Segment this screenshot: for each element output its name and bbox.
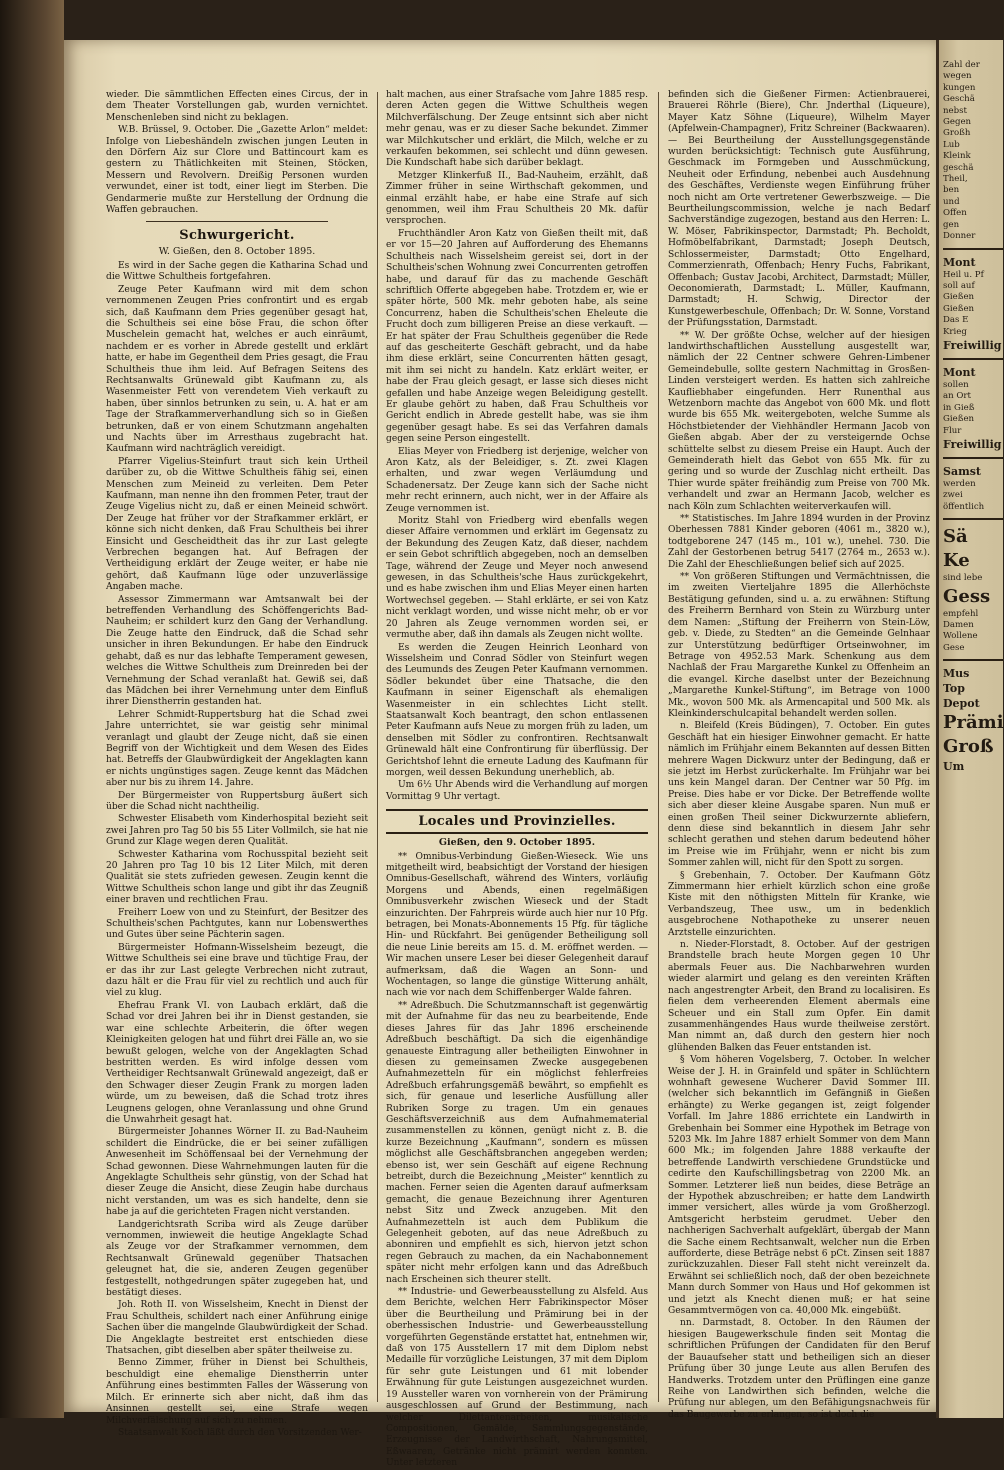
paragraph: n. Bleifeld (Kreis Büdingen), 7. October. Ein gutes Geschäft hat ein hiesiger Einwohner gemacht. Er hatte nämlich im Frühjahr einem Bekannten auf dessen Bitten mehrere Wagen Dickwurz unter der Bedingung, daß er sie jetzt im Herbst zurückerhalte. Im Frühjahr war bei uns kein Mangel daran. Der Centner war 50 Pfg. im Preise. Dies habe er vor Dicke. Der Betreffende wollte sich aber dieser kleine Ausgabe sparen. Nun muß er einen großen Theil seiner Dickwurzernte abliefern, denn diese sind bekanntlich in diesem Jahr sehr schlecht gerathen und stehen darum bedeutend höher im Preise wie im Frühjahr, wenn er nicht bis zum Sommer zahlen will, nicht für den Spott zu sorgen. — [668, 721, 930, 869]
fragment-heading: Mont — [943, 365, 976, 379]
fragment-line: Gießen — [943, 292, 975, 303]
fragment-heading: Mus — [943, 667, 970, 681]
fragment-heading: Um — [943, 760, 965, 774]
paragraph: § Vom höheren Vogelsberg, 7. October. In welcher Weise der J. H. in Grainfeld und später in Schlüchtern wohnhaft gewesene Wucherer David Sommer III. (welcher sich bekanntlich im Gefängniß in Gießen erhängte) zu Werke gegangen ist, zeigt folgender Vorfall. Im Jahre 1886 errichtete ein Landwirth in Grebenhain bei Sommer eine Hypothek im Betrage von 5203 Mk. Im Jahre 1887 erhielt Sommer von dem Mann 600 Mk.; im folgenden Jahre 1888 verkaufte der betreffende Landwirth verschiedene Grundstücke und cedirte den Kaufschillingsbetrag von 2200 Mk. an Sommer. Letzterer ließ nun beides, diese Beträge an der Hypothek abzuschreiben; er hatte dem Landwirth immer versichert, alles würde ja vom Großherzogl. Amtsgericht herbsteim gerudmet. Ueber den nachherigen Sachverhalt aufgeklärt, übergab der Mann die Sache einem Rechtsanwalt, welcher nun die Erben aufforderte, diese Beträge nebst 6 pCt. Zinsen seit 1887 zurückzuzahlen. Dieser Fall steht nicht vereinzelt da. Erwähnt sei schließlich noch, daß der oben bezeichnete Mann durch Sommer von Haus und Hof gekommen ist und jetzt als Knecht dienen muß; er hat seine Gesammtvermögen von ca. 40,000 Mk. eingebüßt. — [668, 1055, 930, 1317]
paragraph: ** W. Der größte Ochse, welcher auf der hiesigen landwirthschaftlichen Ausstellung ausgestellt war, nämlich der 22 Centner schwere Gehren-Limbener Gemeindebulle, sollte gestern Nachmittag in Grosßen-Linden versteigert werden. Es hatten sich zahlreiche Kaufliebhaber eingefunden. Herr Runenthal aus Wetzenborn machte das Angebot von 600 Mk. und flott wurde bis 655 Mk. weitergeboten, welche Summe als Höchstbietender der Viehhändler Hermann Jacob von Gießen abgab. Aber der zu versteigernde Ochse schüttelte selbst zu diesem Preise ein Haupt. Auch der Gemeinderath hielt das Gebot von 655 Mk. für zu gering und so wurde der Zuschlag nicht ertheilt. Das Thier wurde später freihändig zum Preise von 700 Mk. verhandelt und zwar an Hermann Jacob, welcher es nach Köln zum Schlachten weiterverkaufen will. — [668, 330, 930, 512]
paragraph: ** Adreßbuch. Die Schutzmannschaft ist gegenwärtig mit der Aufnahme für das neu zu bearbeitende, Ende dieses Jahres für das Jahr 1896 erscheinende Adreßbuch beschäftigt. Da sich die eigenhändige genaueste Eintragung aller betheiligten Einwohner in diesen zu gemeinsamen Zwecke ausgegebenen Aufnahmezetteln für ein möglichst fehlerfreies Adreßbuch erfahrungsgemäß bewährt, so empfiehlt es sich, für genaue und leserliche Ausfüllung aller Rubriken Sorge zu tragen. Um ein genaues Geschäftsverzeichniß aus dem Aufnahmematerial zusammenstellen zu können, genügt nicht z. B. die kurze Bezeichnung „Kaufmann“, sondern es müssen möglichst alle Geschäftsbranchen angegeben werden; ebenso ist, wer sein Geschäft auf eigene Rechnung betreibt, durch die Bezeichnung „Meister“ kenntlich zu machen. Ferner seien die Agenten darauf aufmerksam gemacht, die genaue Bezeichnung ihrer Agenturen nebst Sitz und Zweck anzugeben. Mit den Aufnahmezetteln ist auch dem Publikum die Gelegenheit geboten, auf das neue Adreßbuch zu abonniren und empfiehlt es sich, hiervon jetzt schon regen Gebrauch zu machen, da ein Nachabonnement später nicht mehr erfolgen kann und das Adreßbuch nach Erscheinen sich theurer stellt. — [386, 1000, 648, 1285]
fragment-line: und — [943, 196, 960, 207]
fragment-heading: Top — [943, 682, 965, 696]
fragment-heading: Depot — [943, 697, 980, 711]
fragment-line: ben — [943, 185, 960, 196]
fragment-display-text: Prämi — [943, 712, 1004, 734]
fragment-rule — [943, 358, 1003, 360]
fragment-line: Gese — [943, 642, 965, 653]
fragment-heading: Samst — [943, 464, 981, 478]
section-divider — [146, 221, 328, 222]
paragraph: befinden sich die Gießener Firmen: Actienbrauerei, Brauerei Röhrle (Biere), Chr. Jnderthal (Liqueure), Mayer Katz Söhne (Liqueure), Wilhelm Mayer (Apfelwein-Champagner), Fritz Schreiner (Backwaaren). — Bei Beurtheilung der Ausstellungsgegenstände wurden berücksichtigt: Technisch gute Ausführung, Geschmack im Formgeben und Ausschmückung, Neuheit oder Erfindung, nebenbei auch Ausdehnung des Geschäftes, Verdienste wegen Einführung früher noch nicht am Orte vertretener Gewerbszweige. — Die Beurtheilungscommission, welche je nach Bedarf Sachverständige zugezogen, bestand aus den Herren: L. W. Möser, Fabrikinspector, Darmstadt; Ph. Becholdt, Hofmöbelfabrikant, Darmstadt; Joseph Deutsch, Schlossermeister, Darmstadt; Otto Engelhard, Commerzienrath, Offenbach; Henry Fuchs, Fabrikant, Offenbach; Gustav Jacobi, Architect, Darmstadt; Müller, Oeconomierath, Darmstadt; L. Müller, Kaufmann, Darmstadt; H. Schwig, Director der Kunstgewerbeschule, Offenbach; Dr. W. Sonne, Vorstand der Prüfungsstation, Darmstadt. — [668, 90, 930, 329]
paragraph: Assessor Zimmermann war Amtsanwalt bei der betreffenden Verhandlung des Schöffengerichts Bad-Nauheim; er schildert kurz den Gang der Verhandlung. Die Zeuge hatte den Eindruck, daß die Schad sehr unsicher in ihren Bekundungen. Er habe den Eindruck gehabt, daß es nur das lebhafte Temperament gewesen, welches die Wittwe Schultheis zum Dreinreden bei der Vernehmung der Schad veranlaßt hat. Gewiß sei, daß das Mädchen bei ihrer Vernehmung unter dem Einfluß ihrer Dienstherrin gestanden hat. — [106, 594, 368, 708]
fragment-line: Flur — [943, 425, 962, 436]
column-rule — [658, 92, 659, 1402]
paragraph: W.B. Brüssel, 9. October. Die „Gazette Arlon“ meldet: Infolge von Liebeshändeln zwischen jungen Leuten in den Dörfern Aiz sur Clore und Battincourt kam es gestern zu Thätlichkeiten mit Steinen, Stöcken, Messern und Revolvern. Dreißig Personen wurden verwundet, einer ist todt, einer liegt im Sterben. Die Gendarmerie mußte zur Herstellung der Ordnung die Waffen gebrauchen. — [106, 125, 368, 216]
adjacent-page-fragment — [936, 40, 1003, 1418]
paragraph: Fruchthändler Aron Katz von Gießen theilt mit, daß er vor 15—20 Jahren auf Aufforderung des Ehemanns Schultheis nach Wisselsheim gereist sei, dort in der Schultheis'schen Wohnung zwei Concurrenten getroffen habe, und darauf für das zu machende Geschäft schriftlich Offerte abgegeben habe. Trotzdem er, wie er später hörte, 500 Mk. mehr geboten habe, als seine Concurrenz, haben die Schultheis'schen Eheleute die Frucht doch zum billigeren Preise an diese verkauft. — Er hat später der Frau Schultheis gegenüber die Rede auf das gescheiterte Geschäft gebracht, und da habe ihm diese erklärt, seine Concurrenten hätten gesagt, mit ihm sei nicht zu handeln. Katz erklärt weiter, er habe der Frau gleich gesagt, er lasse sich dieses nicht gefallen und habe Anzeige wegen Beleidigung gestellt. Er glaube gehört zu haben, daß Frau Schultheis vor Gericht endlich in Abrede gestellt habe, was sie ihm gegenüber gesagt habe. Es sei das Verfahren damals gegen seine Person eingestellt. — [386, 228, 648, 445]
newspaper-page — [64, 40, 936, 1469]
fragment-line: Geschä — [943, 94, 975, 105]
column-2 — [386, 90, 648, 1469]
dateline: W. Gießen, den 8. October 1895. — [158, 246, 316, 258]
section-heading-locales: Locales und Provinzielles. — [386, 809, 648, 834]
paragraph: n. Nieder-Florstadt, 8. October. Auf der gestrigen Brandstelle brach heute Morgen gegen 10 Uhr abermals Feuer aus. Die Nachbarwehren wurden wieder alarmirt und gelang es den vereinten Kräften nach angestrengter Arbeit, den Brand zu localisiren. Es fielen dem verheerenden Element abermals eine Scheuer und ein Stall zum Opfer. Ein damit zusammenhängendes Haus wurde theilweise zerstört. Man nimmt an, daß durch den gestern hier noch glühenden Balken das Feuer entstanden ist. — [668, 940, 930, 1053]
fragment-line: öffentlich — [943, 501, 985, 512]
fragment-line: geschä — [943, 162, 974, 173]
paragraph: § Grebenhain, 7. October. Der Kaufmann Götz Zimmermann hier erhielt kürzlich schon eine große Kiste mit den nöthigsten Mitteln für Kranke, wie Verbandszeug, Thee usw., um in bedenklich ausgebrochene Nothapotheke zu unserer neuen Arztstelle einzurichten. — [668, 870, 930, 938]
paragraph: nn. Darmstadt, 8. October. In den Räumen der hiesigen Baugewerkschule finden seit Montag die schriftlichen Prüfungen der Candidaten für den Beruf der Bauaufseher statt und betheiligen sich an dieser Prüfung über 30 junge Leute aus allen Berufen des Handwerks. Trotzdem unter den Prüflingen eine ganze Reihe von Landwirthen sich befinden, welche die Prüfung nur ablegen, um den Befähigungsnachweis für das Baugewerbe zu erlangen, so ist doch die — [668, 1318, 930, 1420]
paragraph: ** Industrie- und Gewerbeausstellung zu Alsfeld. Aus dem Berichte, welchen Herr Fabrikinspector Möser über die Beurtheilung und Prämirung bei in der oberhessischen Industrie- und Gewerbeausstellung vorgeführten Gegenstände erstattet hat, entnehmen wir, daß von 175 Ausstellern 17 mit dem Diplom nebst Medaille für vorzügliche Leistungen, 37 mit dem Diplom für sehr gute Leistungen und 61 mit lobender Erwähnung für gute Leistungen ausgezeichnet wurden. 19 Aussteller waren von vornherein von der Prämirung ausgeschlossen auf Grund der Bestimmung, nach welcher Dilettantenarbeiten, musikalische Compositionen, Gemälde, Sammlungsgegenstände, Erzeugnisse der Landwirthschaft, Nahrungsmittel, Eßwaaren, Getränke nicht prämirt werden konnten. Unter letzteren — [386, 1287, 648, 1469]
fragment-rule — [943, 518, 1003, 520]
paragraph: Moritz Stahl von Friedberg wird ebenfalls wegen dieser Affaire vernommen und erklärt im Gegensatz zu der Bekundung des Zeugen Katz, daß dieser, nachdem er sein Gebot schriftlich abgegeben, noch an demselben Tage, während der Zeuge und Meyer noch anwesend gewesen, in das Schultheis'sche Haus zurückgekehrt, und es habe zwischen ihm und Elias Meyer einen harten Wortwechsel gegeben. — Stahl erklärte, er sei von Katz nicht verklagt worden, und wisse nicht mehr, ob er vor 20 Jahren als Zeuge vernommen worden sei, er vermuthe aber, daß ihn damals als Zeugen nicht wollte. — [386, 516, 648, 641]
column-1 — [106, 90, 368, 1438]
fragment-rule — [943, 659, 1003, 661]
fragment-line: in Gieß — [943, 402, 975, 413]
dateline: Gießen, den 9. October 1895. — [438, 837, 596, 849]
fragment-line: Donner — [943, 231, 976, 242]
fragment-line: Heil u. Pf — [943, 269, 984, 280]
paragraph: Joh. Roth II. von Wisselsheim, Knecht in Dienst der Frau Schultheis, schildert nach einer Anführung einige Sachen über die mangelnde Glaubwürdigkeit der Schad. Die Angeklagte bestreitet erst entschieden diese Thatsachen, gibt dieselben aber später theilweise zu. — [106, 1300, 368, 1357]
paragraph: Metzger Klinkerfuß II., Bad-Nauheim, erzählt, daß Zimmer früher in seine Wirthschaft gekommen, und einmal erzählt habe, er habe eine Strafe auf sich genommen, weil ihm Frau Schultheis 20 Mk. dafür versprochen. — [386, 170, 648, 227]
fragment-line: Das E — [943, 315, 969, 326]
fragment-heading: Mont — [943, 255, 976, 269]
fragment-line: Gießen — [943, 414, 975, 425]
fragment-display-text: Ke — [943, 550, 970, 572]
fragment-line: sollen — [943, 379, 969, 390]
adjacent-page-text — [939, 40, 1003, 774]
fragment-line: an Ort — [943, 391, 971, 402]
paragraph: Freiherr Loew von und zu Steinfurt, der Besitzer des Schultheis'schen Pachtgutes, kann nur Lobenswerthes und Gutes über seine Pächterin sagen. — [106, 907, 368, 941]
book-spine — [0, 0, 64, 1418]
paragraph: Pfarrer Vigelius-Steinfurt traut sich kein Urtheil darüber zu, ob die Wittwe Schultheis fähig sei, einen Menschen zum Meineid zu verleiten. Dem Peter Kaufmann, man nenne ihn den frommen Peter, traut der Zeuge Vigelius nicht zu, daß er einen Meineid schwört. Der Zeuge hat früher vor der Strafkammer erklärt, er könne sich nicht denken, daß Frau Schultheis bei ihrer Einsicht und Gescheidtheit das ihr zur Last gelegte Verbrechen begangen hat. Auf Befragen der Vertheidigung erklärt der Zeuge weiter, er habe nie gehört, daß Kaufmann lüge oder unzuverlässige Angaben mache. — [106, 456, 368, 593]
fragment-line: zwei — [943, 490, 963, 501]
paragraph: Es werden die Zeugen Heinrich Leonhard von Wisselsheim und Conrad Södler von Steinfurt wegen des Leumunds des Zeugen Peter Kaufmann vernommen. Södler bekundet über eine Thatsache, die den Kaufmann in seiner Eigenschaft als ehemaligen Wasenmeister in ein schlechtes Licht stellt. Staatsanwalt Koch beantragt, den schon entlassenen Peter Kaufmann aufs Neue zu morgen früh zu laden, um denselben mit Södler zu confrontiren. Rechtsanwalt Grünewald hält eine Confrontirung für überflüssig. Der Gerichtshof lehnt die erneute Ladung des Kaufmann für morgen, weil dessen Bekundung unerheblich, ab. — [386, 642, 648, 778]
paragraph: ** Von größeren Stiftungen und Vermächtnissen, die im zweiten Vierteljahre 1895 die Allerhöchste Bestätigung gefunden, sind u. a. zu erwähnen: Stiftung des Freiherrn Bernhard von Stein zu Würzburg unter dem Namen: „Stiftung der Freiherrn von Stein-Löw, geb. v. Diede, zu Stedten“ an die Gemeinde Gelnhaar zur Unterstützung bedürftiger Ortseinwohner, im Betrage von 4952.53 Mark. Schenkung aus dem Nachlaß der Frau Margarethe Kunkel zu Offenheim an die evangel. Kirche daselbst unter der Bezeichnung „Margarethe Kunkel-Stiftung“, im Betrage von 1000 Mk., wovon 500 Mk. als Armencapital und 500 Mk. als Kleinkinderschulcapital behandelt werden sollen. — [668, 572, 930, 719]
fragment-line: gen — [943, 219, 960, 230]
fragment-line: Wollene — [943, 631, 978, 642]
fragment-line: Damen — [943, 620, 974, 630]
paragraph: Schwester Elisabeth vom Kinderhospital bezieht seit zwei Jahren pro Tag 50 bis 55 Liter Vollmilch, sie hat nie Grund zur Klage wegen deren Qualität. — [106, 814, 368, 848]
paragraph: ** Statistisches. Im Jahre 1894 wurden in der Provinz Oberhessen 7881 Kinder geboren (4061 m., 3820 w.), todtgeborene 247 (145 m., 101 w.), unehel. 730. Die Zahl der Gestorbenen betrug 5417 (2764 m., 2653 w.). Die Zahl der Eheschließungen belief sich auf 2025. — [668, 514, 930, 570]
paragraph: Bürgermeister Johannes Wörner II. zu Bad-Nauheim schildert die Eindrücke, die er bei seiner zufälligen Anwesenheit im Schöffensaal bei der Vernehmung der Schad gewonnen. Diese Wahrnehmungen lauten für die Angeklagte Schultheis sehr günstig, von der Schad hat dieser Zeuge die Ansicht, diese Zeugin habe durchaus nicht verstanden, um was es sich handelte, denn sie habe ja auf die gerichteten Fragen nicht verstanden. — [106, 1127, 368, 1218]
fragment-line: Zahl der — [943, 60, 980, 70]
fragment-rule — [943, 248, 1003, 250]
fragment-line: kungen — [943, 82, 976, 93]
fragment-heading: Freiwillig — [943, 338, 1002, 352]
fragment-line: Gegen — [943, 117, 972, 128]
paragraph: Elias Meyer von Friedberg ist derjenige, welcher von Aron Katz, als der Beleidiger, s. Zt. zwei Klagen erhalten, und zwar wegen Verläumdung und Schadenersatz. Der Zeuge kann sich der Sache nicht mehr recht erinnern, auch nicht, wer in der Affaire als Zeuge vernommen ist. — [386, 446, 648, 514]
fragment-line: Kleink — [943, 151, 971, 162]
fragment-display-text: Groß — [943, 736, 994, 758]
section-heading-schwurgericht: Schwurgericht. — [179, 228, 295, 244]
fragment-line: Großh — [943, 128, 971, 139]
column-3 — [668, 90, 930, 1420]
fragment-line: soll auf — [943, 280, 975, 291]
paragraph: Ehefrau Frank VI. von Laubach erklärt, daß die Schad vor drei Jahren bei ihr in Dienst gestanden, sie war eine schlechte Arbeiterin, die öfter wegen Kleinigkeiten gelogen hat und führt drei Fälle an, wo sie bewußt gelogen, welche von der Angeklagten Schad bestritten werden. Es wird infolge dessen vom Vertheidiger Rechtsanwalt Grünewald angezeigt, daß er den Schwager dieser Zeugin Frank zu morgen laden würde, um zu beweisen, daß die Schad trotz ihres Leugnens gelogen, ohne Veranlassung und ohne Grund die Unwahrheit gesagt hat. — [106, 1000, 368, 1125]
paragraph: ** Omnibus-Verbindung Gießen-Wieseck. Wie uns mitgetheilt wird, beabsichtigt der Vorstand der hiesigen Omnibus-Gesellschaft, während des Winters, vorläufig Morgens und Abends, einen regelmäßigen Omnibusverkehr zwischen Wieseck und der Stadt einzurichten. Der Fahrpreis würde auch hier nur 10 Pfg. betragen, bei Monats-Abonnements 15 Pfg. für tägliche Hin- und Rückfahrt. Bei genügender Betheiligung soll die neue Linie bereits am 15. d. M. eröffnet werden. — Wir machen unsere Leser bei dieser Gelegenheit darauf aufmerksam, daß die Wagen an Sonn- und Wochentagen, so lange die günstige Witterung anhält, nach wie vor nach dem Schiffenberger Walde fahren. — [386, 851, 648, 999]
fragment-line: Theil, — [943, 174, 968, 185]
fragment-line: Krieg — [943, 326, 967, 337]
fragment-line: empfehl — [943, 608, 979, 619]
paragraph: Bürgermeister Hofmann-Wisselsheim bezeugt, die Wittwe Schultheis sei eine brave und tüchtige Frau, der er das ihr zur Last gelegte Verbrechen nicht zutraut, dazu hält er die Frau für viel zu rechtlich und auch für viel zu klug. — [106, 942, 368, 999]
fragment-line: Gießen — [943, 303, 975, 314]
fragment-heading: Freiwillig — [943, 437, 1002, 451]
column-rule — [377, 92, 378, 1402]
fragment-line: Lub — [943, 139, 960, 150]
paragraph: Zeuge Peter Kaufmann wird mit dem schon vernommenen Zeugen Pries confrontirt und es ergab sich, daß Kaufmann dem Pries gegenüber gesagt hat, die Schultheis sei eine böse Frau, die schon öfter Muschelein gemacht hat, welches er auch einräumt, nachdem er es vorher in Abrede gestellt und erklärt hatte, er habe im Gegentheil dem Pries gesagt, die Frau Schultheis thue ihm leid. Auf Befragen Seitens des Rechtsanwalts Grünewald gibt Kaufmann zu, als Wasenmeister Fett von verendetem Vieh verkauft zu haben, über sinnlos betrunken zu sein, u. A. hat er am Tage der Strafkammerverhandlung sich so in Gießen betrunken, daß er von einem Schutzmann angehalten und Nachts über im Arresthaus zugebracht hat. Kaufmann wird nachträglich vereidigt. — [106, 284, 368, 455]
paragraph: Benno Zimmer, früher in Dienst bei Schultheis, beschuldigt eine ehemalige Dienstherrin unter Anführung eines bestimmten Falles der Wässerung von Milch. Er erinnerte sich aber nicht, daß ihm das Ansinnen gestellt sei, eine Strafe wegen Milchverfälschung auf sich zu nehmen. — [106, 1358, 368, 1426]
fragment-line: nebst — [943, 105, 967, 116]
paragraph: Der Bürgermeister von Ruppertsburg äußert sich über die Schad nicht nachtheilig. — [106, 790, 368, 812]
fragment-display-text: Gess — [943, 585, 991, 607]
paragraph: halt machen, aus einer Strafsache vom Jahre 1885 resp. deren Acten gegen die Wittwe Schultheis wegen Milchverfälschung. Der Zeuge entsinnt sich aber nicht mehr genau, was er zu dieser Sache bekundet. Zimmer war Milchkutscher und erklärt, die Milch, welche er zu verkaufen bekommen, sei schlecht und dünn gewesen. Die Kundschaft habe sich darüber beklagt. — [386, 90, 648, 169]
paragraph: wieder. Die sämmtlichen Effecten eines Circus, der in dem Theater Vorstellungen gab, wurden vernichtet. Menschenleben sind nicht zu beklagen. — [106, 90, 368, 123]
fragment-display-text: Sä — [943, 526, 968, 548]
paragraph: Landgerichtsrath Scriba wird als Zeuge darüber vernommen, inwieweit die heutige Angeklagte Schad als Zeuge vor der Strafkammer vernommen, dem Rechtsanwalt Grünewald gegenüber Thatsachen geleugnet hat, die sie, anderen Zeugen gegenüber festgestellt, nothgedrungen später zugegeben hat, und bestätigt dieses. — [106, 1219, 368, 1299]
paragraph: Es wird in der Sache gegen die Katharina Schad und die Wittwe Schultheis fortgefahren. — [106, 260, 368, 283]
paragraph: Um 6½ Uhr Abends wird die Verhandlung auf morgen Vormittag 9 Uhr vertagt. — [386, 780, 648, 802]
fragment-line: Offen — [943, 208, 967, 219]
fragment-line: werden — [943, 478, 976, 489]
paragraph: Staatsanwalt Koch läßt durch den Vorsitzenden Wer- — [118, 1427, 362, 1438]
paragraph: Schwester Katharina vom Rochusspital bezieht seit 20 Jahren pro Tag 10 bis 12 Liter Milch, mit deren Qualität sie stets zufrieden gewesen. Zeugin kennt die Wittwe Schultheis schon lange und gibt ihr das Zeugniß einer braven und rechtlichen Frau. — [106, 849, 368, 906]
fragment-line: wegen — [943, 71, 972, 82]
fragment-line: sind lebe — [943, 573, 983, 584]
fragment-rule — [943, 457, 1003, 459]
paragraph: Lehrer Schmidt-Ruppertsburg hat die Schad zwei Jahre unterrichtet, sie war geistig sehr minimal veranlagt und glaubt der Zeuge nicht, daß sie einen Begriff von der Wichtigkeit und dem Wesen des Eides hat. Betreffs der Glaubwürdigkeit der Angeklagten kann er nichts ungünstiges sagen. Zeuge kennt das Mädchen aber nur bis zu ihrem 14. Jahre. — [106, 709, 368, 789]
